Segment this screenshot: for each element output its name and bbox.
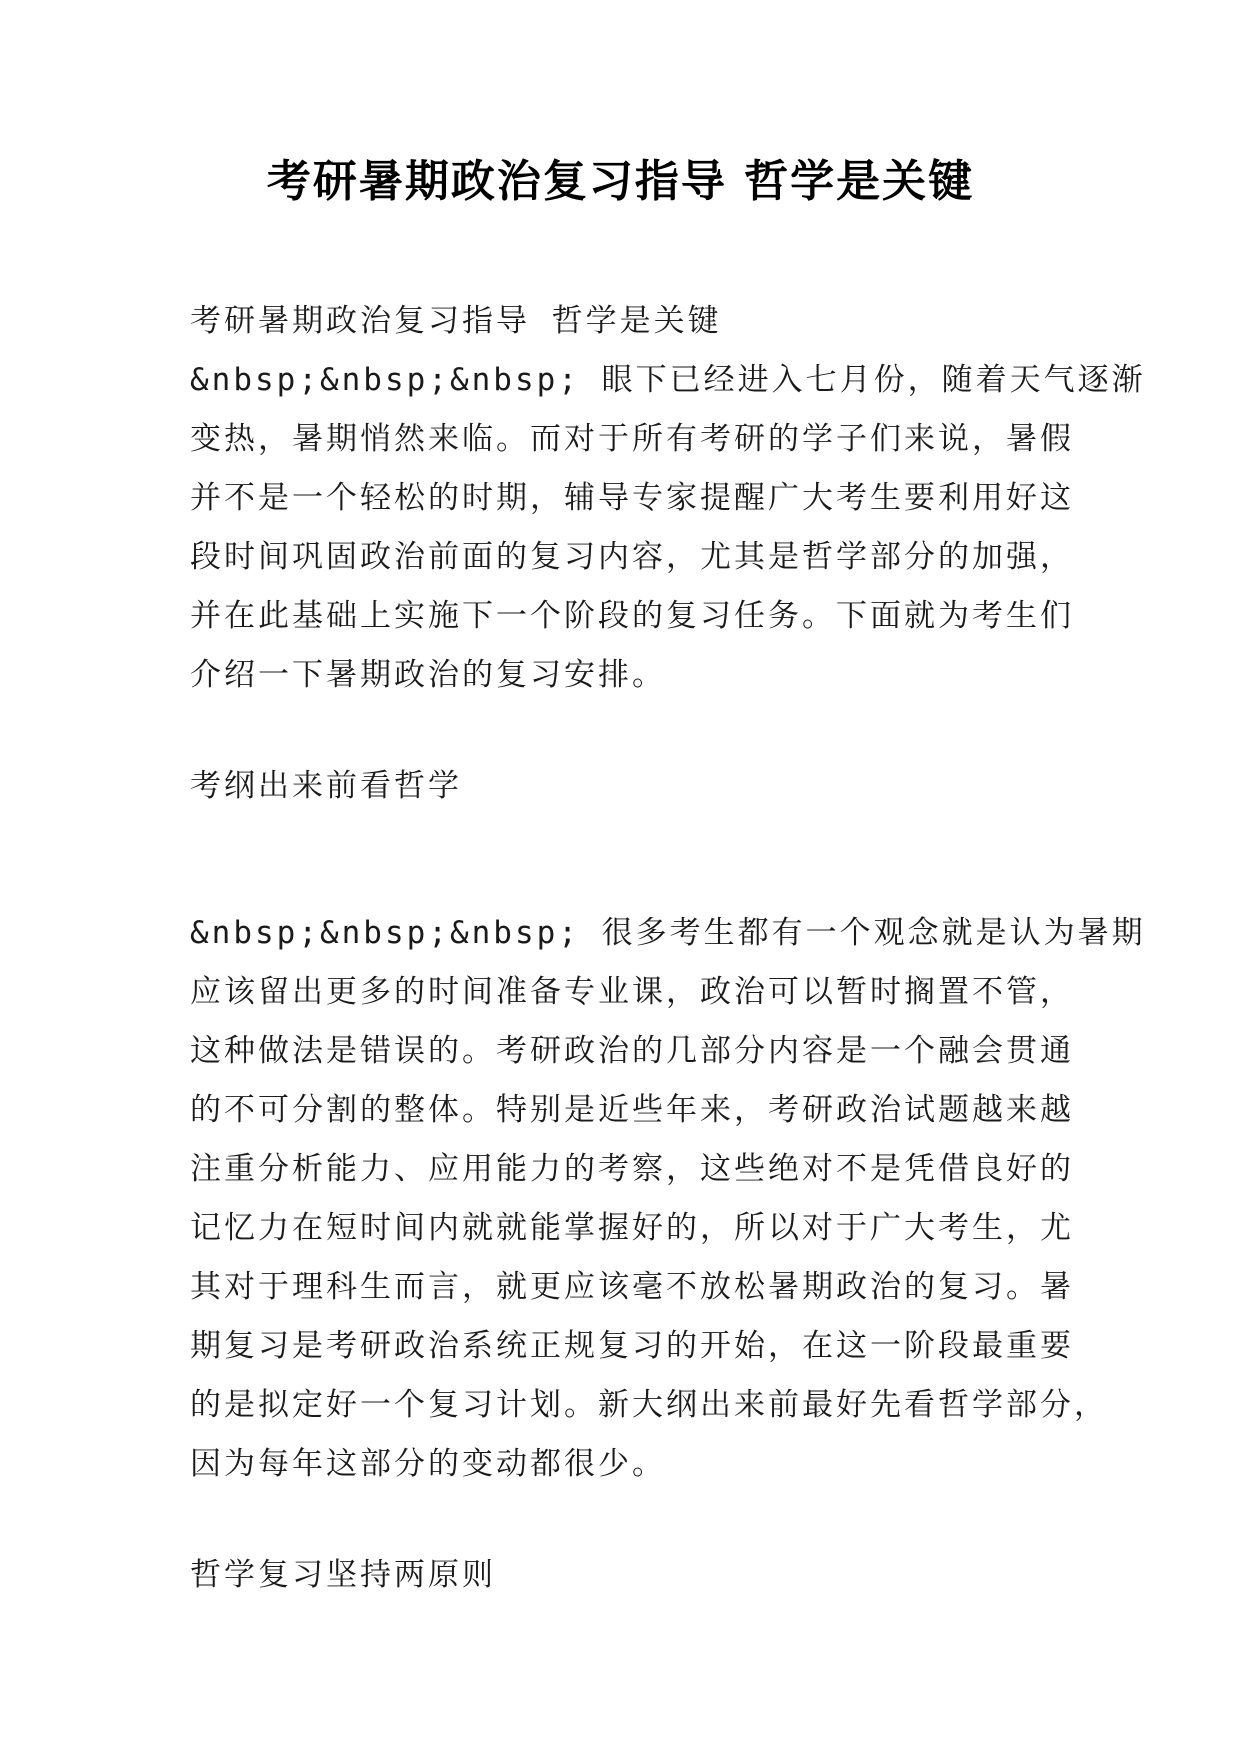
paragraph-line: 记忆力在短时间内就就能掌握好的，所以对于广大考生，尤 <box>190 1210 1074 1246</box>
paragraph-line: 注重分析能力、应用能力的考察，这些绝对不是凭借良好的 <box>190 1151 1074 1187</box>
paragraph-line: 其对于理科生而言，就更应该毫不放松暑期政治的复习。暑 <box>190 1269 1074 1305</box>
paragraph-line: 并在此基础上实施下一个阶段的复习任务。下面就为考生们 <box>190 598 1074 634</box>
paragraph-line: 并不是一个轻松的时期，辅导专家提醒广大考生要利用好这 <box>190 480 1074 516</box>
paragraph-line: 因为每年这部分的变动都很少。 <box>190 1446 666 1482</box>
paragraph-line: 的是拟定好一个复习计划。新大纲出来前最好先看哲学部分， <box>190 1387 1108 1423</box>
paragraph-line: 期复习是考研政治系统正规复习的开始，在这一阶段最重要 <box>190 1328 1074 1364</box>
section-heading: 考纲出来前看哲学 <box>190 768 462 804</box>
paragraph-line: 这种做法是错误的。考研政治的几部分内容是一个融会贯通 <box>190 1033 1074 1069</box>
document-title: 考研暑期政治复习指导 哲学是关键 <box>266 156 975 207</box>
section-heading: 哲学复习坚持两原则 <box>190 1557 496 1593</box>
paragraph-line: &nbsp;&nbsp;&nbsp; 很多考生都有一个观念就是认为暑期 <box>190 915 1146 951</box>
paragraph-line: 介绍一下暑期政治的复习安排。 <box>190 657 666 693</box>
paragraph-philosophy <box>190 904 1146 1494</box>
paragraph-line: 应该留出更多的时间准备专业课，政治可以暂时搁置不管， <box>190 974 1074 1010</box>
paragraph-line: &nbsp;&nbsp;&nbsp; 眼下已经进入七月份，随着天气逐渐 <box>190 362 1146 398</box>
paragraph-line: 的不可分割的整体。特别是近些年来，考研政治试题越来越 <box>190 1092 1074 1128</box>
subtitle-line: 考研暑期政治复习指导 哲学是关键 <box>190 303 722 339</box>
paragraph-line: 段时间巩固政治前面的复习内容，尤其是哲学部分的加强， <box>190 539 1074 575</box>
paragraph-line: 变热，暑期悄然来临。而对于所有考研的学子们来说，暑假 <box>190 421 1074 457</box>
paragraph-intro <box>190 351 1146 705</box>
document-body <box>190 292 1146 1605</box>
